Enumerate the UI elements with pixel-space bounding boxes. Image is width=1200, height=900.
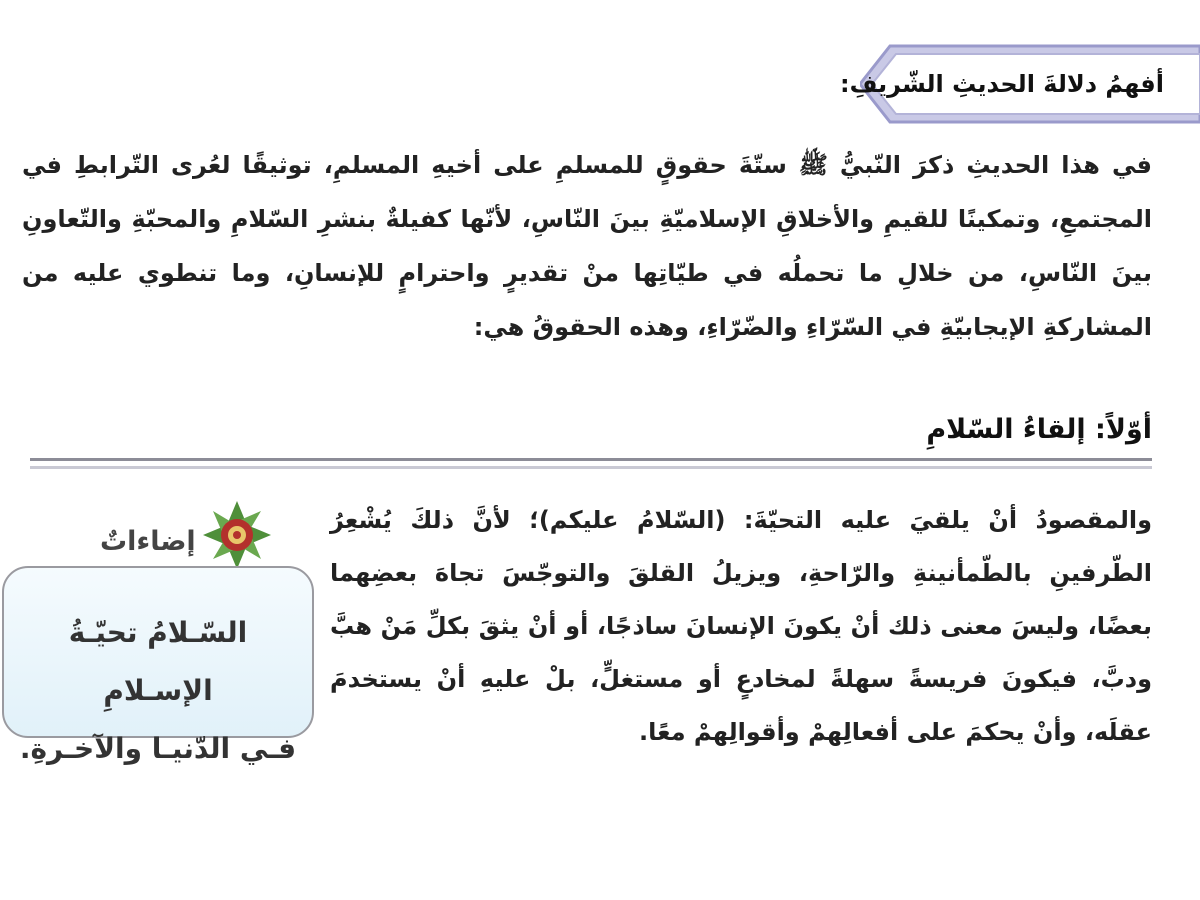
section-title: أفهمُ دلالةَ الحديثِ الشّريفِ: <box>839 70 1164 98</box>
highlight-line-1: السّـلامُ تحيّـةُ الإسـلامِ <box>68 616 248 707</box>
sidebar-label: إضاءاتٌ <box>100 526 196 557</box>
body-paragraph: والمقصودُ أنْ يلقيَ عليه التحيّةَ: (السّلامُ عليكم)؛ لأنَّ ذلكَ يُشْعِرُ الطّرفينِ بالطّمأنينةِ والرّاحةِ، ويزيلُ القلقَ والتوجّسَ تجاهَ بعضِهما بعضًا، وليسَ معنى ذلك أنْ يكونَ الإنسانَ ساذجًا، أو أنْ يثقَ بكلِّ مَنْ هبَّ ودبَّ، فيكونَ فريسةً سهلةً لمخادعٍ أو مستغلٍّ، بلْ عليهِ أنْ يستخدمَ عقلَه، وأنْ يحكمَ على أفعالِهمْ وأقوالِهمْ معًا. <box>330 506 1152 746</box>
highlight-text <box>14 604 302 778</box>
highlight-line-2: فـي الدّنيـا والآخـرةِ. <box>19 732 297 765</box>
intro-paragraph: في هذا الحديثِ ذكرَ النّبيُّ ﷺ ستّةَ حقوقٍ للمسلمِ على أخيهِ المسلمِ، توثيقًا لعُرى التّرابطِ في المجتمعِ، وتمكينًا للقيمِ والأخلاقِ الإسلاميّةِ بينَ النّاسِ، لأنّها كفيلةٌ بنشرِ السّلامِ والمحبّةِ والتّعاونِ بينَ النّاسِ، من خلالِ ما تحملُه في طيّاتِها منْ تقديرٍ واحترامٍ للإنسانِ، وما تنطوي عليه من المشاركةِ الإيجابيّةِ في السّرّاءِ والضّرّاءِ، وهذه الحقوقُ هي: <box>22 151 1152 341</box>
subsection-heading: أوّلاً: إلقاءُ السّلامِ <box>926 414 1152 445</box>
islamic-ornament-icon <box>200 498 274 572</box>
divider-line <box>30 458 1152 461</box>
divider-line-secondary <box>30 466 1152 469</box>
